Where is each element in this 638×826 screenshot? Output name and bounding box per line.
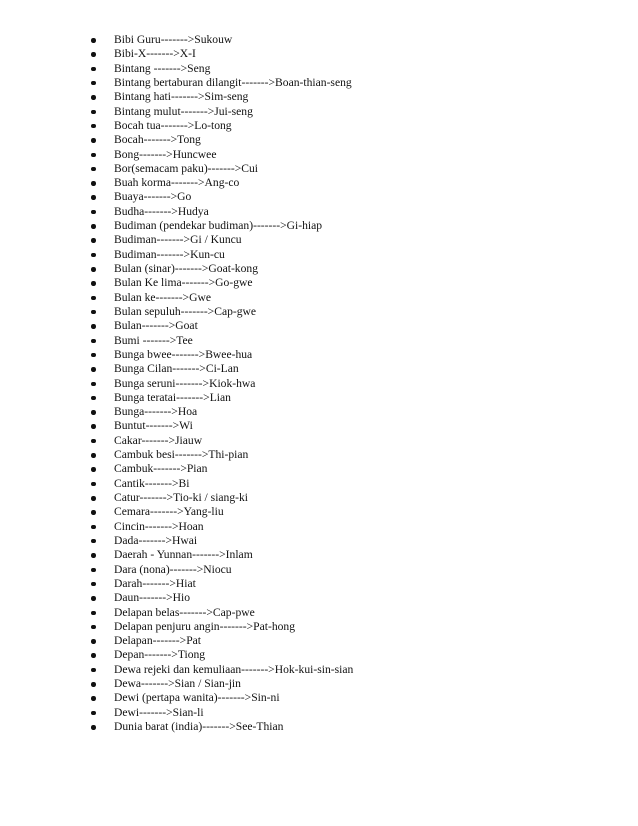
bullet-icon [91, 582, 96, 587]
list-item [88, 677, 608, 691]
entry-text: Budiman (pendekar budiman)------->Gi-hiap [114, 219, 323, 233]
list-item [88, 162, 608, 176]
bullet-icon [91, 296, 96, 301]
entry-text: Bong------->Huncwee [114, 147, 217, 161]
bullet-icon [91, 525, 96, 530]
bullet-icon [91, 668, 96, 673]
entry-text: Bunga seruni------->Kiok-hwa [114, 376, 256, 390]
entry-text: Dara (nona)------->Niocu [114, 562, 232, 576]
entry-text: Bibi-X------->X-I [114, 47, 196, 61]
bullet-icon [91, 81, 96, 86]
bullet-icon [91, 682, 96, 687]
list-item [88, 334, 608, 348]
list-item [88, 276, 608, 290]
entry-text: Bulan sepuluh------->Cap-gwe [114, 304, 257, 318]
list-item [88, 105, 608, 119]
list-item [88, 462, 608, 476]
entry-text: Bintang hati------->Sim-seng [114, 90, 249, 104]
entry-text: Daun------->Hio [114, 591, 191, 605]
entry-text: Bibi Guru------->Sukouw [114, 33, 233, 46]
bullet-icon [91, 153, 96, 158]
list-item [88, 491, 608, 505]
bullet-icon [91, 453, 96, 458]
entry-text: Cemara------->Yang-liu [114, 505, 224, 519]
list-item [88, 577, 608, 591]
list-item [88, 305, 608, 319]
list-item [88, 591, 608, 605]
entry-text: Cantik------->Bi [114, 476, 190, 490]
entry-text: Bumi ------->Tee [114, 333, 193, 347]
entry-text: Dewa------->Sian / Sian-jin [114, 677, 241, 691]
entry-text: Bor(semacam paku)------->Cui [114, 161, 258, 175]
entry-text: Depan------->Tiong [114, 648, 206, 662]
entry-text: Budha------->Hudya [114, 204, 209, 218]
bullet-icon [91, 382, 96, 387]
list-item [88, 691, 608, 705]
entry-text: Bunga------->Hoa [114, 405, 198, 419]
bullet-icon [91, 267, 96, 272]
list-item [88, 648, 608, 662]
entry-text: Bintang bertaburan dilangit------->Boan-thian-seng [114, 75, 352, 89]
list-item [88, 663, 608, 677]
bullet-icon [91, 510, 96, 515]
list-item [88, 262, 608, 276]
bullet-icon [91, 167, 96, 172]
bullet-icon [91, 568, 96, 573]
bullet-icon [91, 224, 96, 229]
list-item [88, 606, 608, 620]
entry-text: Dewa rejeki dan kemuliaan------->Hok-kui-sin-sian [114, 662, 354, 676]
list-item [88, 391, 608, 405]
entry-text: Buntut------->Wi [114, 419, 193, 433]
bullet-icon [91, 124, 96, 129]
bullet-icon [91, 496, 96, 501]
list-item [88, 319, 608, 333]
bullet-icon [91, 396, 96, 401]
bullet-icon [91, 110, 96, 115]
bullet-icon [91, 725, 96, 730]
bullet-icon [91, 281, 96, 286]
list-item [88, 634, 608, 648]
bullet-icon [91, 339, 96, 344]
list-item [88, 419, 608, 433]
entry-text: Bulan (sinar)------->Goat-kong [114, 262, 258, 275]
bullet-icon [91, 611, 96, 616]
list-item [88, 148, 608, 162]
bullet-icon [91, 238, 96, 243]
list-item [88, 205, 608, 219]
entry-text: Cakar------->Jiauw [114, 433, 203, 447]
bullet-icon [91, 424, 96, 429]
entry-text: Buaya------->Go [114, 190, 192, 204]
entry-text: Bunga Cilan------->Ci-Lan [114, 362, 239, 376]
list-item [88, 233, 608, 247]
bullet-icon [91, 410, 96, 415]
bullet-icon [91, 324, 96, 329]
bullet-icon [91, 95, 96, 100]
list-item [88, 477, 608, 491]
list-item [88, 620, 608, 634]
bullet-icon [91, 696, 96, 701]
entry-text: Bulan------->Goat [114, 319, 198, 333]
bullet-icon [91, 253, 96, 258]
entry-text: Bintang ------->Seng [114, 61, 211, 75]
list-item [88, 291, 608, 305]
list-item [88, 76, 608, 90]
entry-text: Delapan belas------->Cap-pwe [114, 605, 255, 619]
bullet-icon [91, 138, 96, 143]
entry-text: Bunga teratai------->Lian [114, 390, 231, 404]
bullet-icon [91, 596, 96, 601]
entry-text: Bulan Ke lima------->Go-gwe [114, 276, 253, 290]
bullet-icon [91, 439, 96, 444]
bullet-icon [91, 711, 96, 716]
list-item [88, 434, 608, 448]
list-item [88, 362, 608, 376]
entry-text: Dewi (pertapa wanita)------->Sin-ni [114, 691, 280, 705]
bullet-icon [91, 38, 96, 43]
bullet-icon [91, 181, 96, 186]
glossary-list [88, 33, 608, 734]
entry-text: Dewi------->Sian-li [114, 705, 204, 719]
list-item [88, 563, 608, 577]
list-item [88, 219, 608, 233]
list-item [88, 720, 608, 734]
list-item [88, 448, 608, 462]
bullet-icon [91, 625, 96, 630]
entry-text: Darah------->Hiat [114, 576, 196, 590]
entry-text: Catur------->Tio-ki / siang-ki [114, 491, 249, 504]
entry-text: Bocah tua------->Lo-tong [114, 118, 232, 132]
entry-text: Delapan penjuru angin------->Pat-hong [114, 619, 296, 633]
bullet-icon [91, 653, 96, 658]
list-item [88, 190, 608, 204]
bullet-icon [91, 353, 96, 358]
entry-text: Buah korma------->Ang-co [114, 176, 240, 190]
list-item [88, 505, 608, 519]
bullet-icon [91, 67, 96, 72]
list-item [88, 62, 608, 76]
list-item [88, 33, 608, 47]
list-item [88, 90, 608, 104]
list-item [88, 47, 608, 61]
bullet-icon [91, 52, 96, 57]
bullet-icon [91, 367, 96, 372]
entry-text: Cambuk------->Pian [114, 462, 208, 476]
bullet-icon [91, 310, 96, 315]
list-item [88, 348, 608, 362]
list-item [88, 548, 608, 562]
entry-text: Cincin------->Hoan [114, 519, 204, 533]
entry-text: Bulan ke------->Gwe [114, 290, 211, 304]
bullet-icon [91, 482, 96, 487]
entry-text: Cambuk besi------->Thi-pian [114, 448, 249, 462]
list-item [88, 520, 608, 534]
entry-text: Bintang mulut------->Jui-seng [114, 104, 253, 118]
bullet-icon [91, 210, 96, 215]
list-item [88, 119, 608, 133]
entry-text: Bocah------->Tong [114, 133, 201, 147]
entry-text: Budiman------->Kun-cu [114, 247, 225, 261]
list-item [88, 706, 608, 720]
list-item [88, 534, 608, 548]
bullet-icon [91, 639, 96, 644]
bullet-icon [91, 539, 96, 544]
entry-text: Budiman------->Gi / Kuncu [114, 233, 242, 247]
list-item [88, 248, 608, 262]
list-item [88, 176, 608, 190]
list-item [88, 133, 608, 147]
list-item [88, 377, 608, 391]
entry-text: Dada------->Hwai [114, 533, 198, 547]
bullet-icon [91, 467, 96, 472]
entry-text: Daerah - Yunnan------->Inlam [114, 548, 253, 562]
entry-text: Dunia barat (india)------->See-Thian [114, 720, 284, 733]
entry-text: Bunga bwee------->Bwee-hua [114, 347, 253, 361]
bullet-icon [91, 553, 96, 558]
entry-text: Delapan------->Pat [114, 634, 202, 648]
list-item [88, 405, 608, 419]
bullet-icon [91, 195, 96, 200]
